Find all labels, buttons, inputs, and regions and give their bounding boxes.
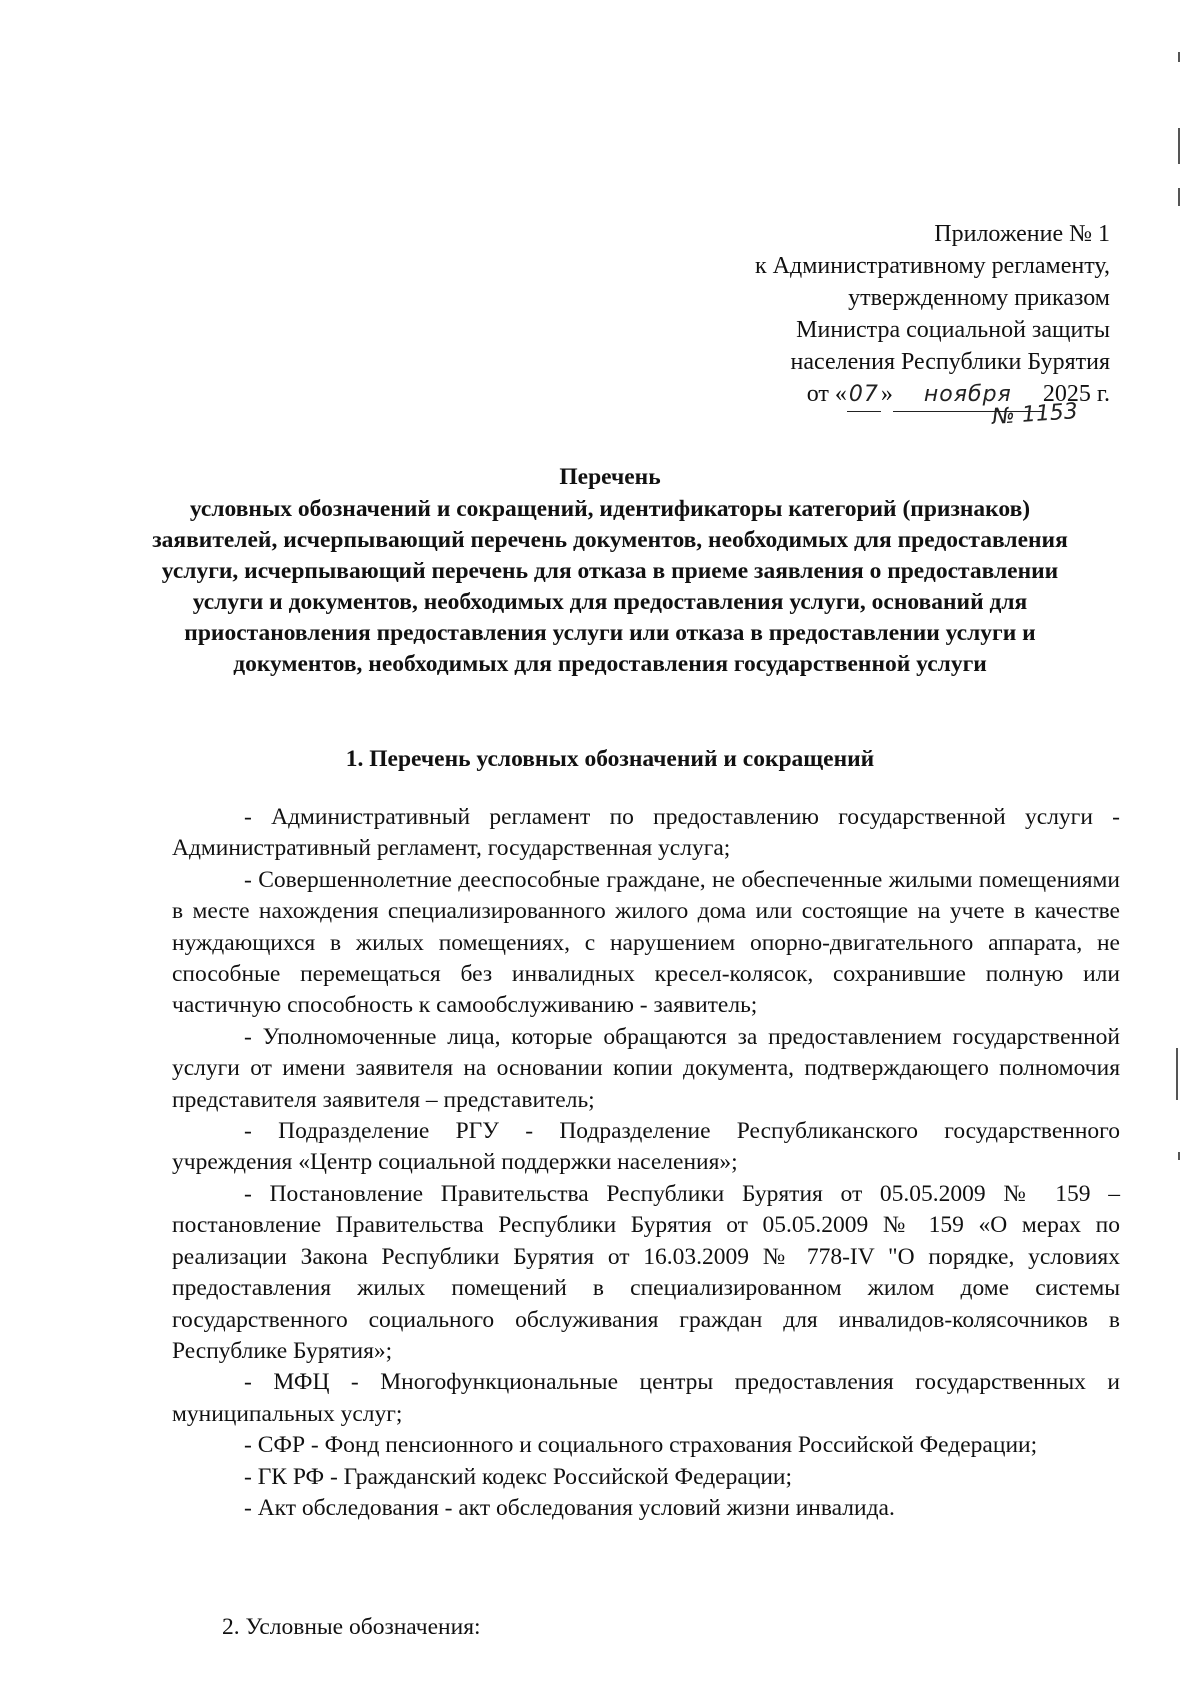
date-month-handwritten: ноября [893, 379, 1043, 412]
paragraph: - СФР - Фонд пенсионного и социального страхования Российской Федерации; [244, 1432, 1038, 1459]
title-subtitle: условных обозначений и сокращений, идентификаторы категорий (признаков) заявителей, исчерпывающий перечень документов, необходимых для предоставления услуги, исчерпывающий перечень для отказа в приеме заявления о предоставлении услуги и документов, необходимых для предоставления услуги, оснований для приостановления предоставления услуги или отказа в предоставлении услуги и документов, необходимых для предоставления государственной услуги [152, 496, 1068, 677]
section-1-heading: 1. Перечень условных обозначений и сокращений [345, 746, 875, 772]
approval-line-regulation: к Административному регламенту, [755, 253, 1110, 279]
document-title [150, 462, 1070, 680]
approval-line-ministry: населения Республики Бурятия [790, 349, 1110, 375]
title-heading: Перечень [559, 464, 661, 490]
appendix-number: Приложение № 1 [934, 221, 1110, 247]
paragraph: - Постановление Правительства Республики Бурятия от 05.05.2009 № 159 – постановление Правительства Республики Бурятия от 05.05.2009 № 159 «О мерах по реализации Закона Республики Бурятия от 16.03.2009 № 778-IV "О порядке, условиях предоставления жилых помещений в специализированном жилом доме системы государственного социального обслуживания граждан для инвалидов-колясочников в Республике Бурятия»; [172, 1180, 1120, 1364]
section-2-heading: 2. Условные обозначения: [222, 1614, 481, 1640]
date-year: 2025 г. [1042, 381, 1110, 407]
date-prefix: от « [806, 381, 847, 407]
paragraph: - Административный регламент по предоставлению государственной услуги - Административный регламент, государственная услуга; [172, 804, 1120, 862]
date-day-handwritten: 07 [847, 379, 881, 412]
paragraph: - Совершеннолетние дееспособные граждане, не обеспеченные жилыми помещениями в месте нахождения специализированного жилого дома или состоящие на учете в качестве нуждающихся в жилых помещениях, с нарушением опорно-двигательного аппарата, не способные перемещаться без инвалидных кресел-колясок, сохранившие полную или частичную способность к самообслуживанию - заявитель; [172, 866, 1120, 1019]
paragraph: - Уполномоченные лица, которые обращаются за предоставлением государственной услуги от имени заявителя на основании копии документа, подтверждающего полномочия представителя заявителя – представитель; [172, 1023, 1120, 1113]
approval-line-minister: Министра социальной защиты [796, 317, 1110, 343]
date-mid: » [880, 381, 893, 407]
approval-block [755, 218, 1110, 412]
scan-mark [1178, 1152, 1180, 1160]
section-1-body [172, 802, 1120, 1524]
scan-mark [1176, 1048, 1178, 1100]
order-number-handwritten: № 1153 [991, 399, 1079, 430]
paragraph: - Подразделение РГУ - Подразделение Республиканского государственного учреждения «Центр социальной поддержки населения»; [172, 1118, 1120, 1176]
scan-mark [1178, 52, 1180, 62]
approval-line-order: утвержденному приказом [848, 285, 1110, 311]
scan-mark [1178, 128, 1180, 164]
scan-mark [1178, 188, 1180, 206]
paragraph: - ГК РФ - Гражданский кодекс Российской Федерации; [244, 1463, 793, 1490]
paragraph: - Акт обследования - акт обследования условий жизни инвалида. [244, 1494, 895, 1521]
paragraph: - МФЦ - Многофункциональные центры предоставления государственных и муниципальных услуг; [172, 1369, 1120, 1427]
